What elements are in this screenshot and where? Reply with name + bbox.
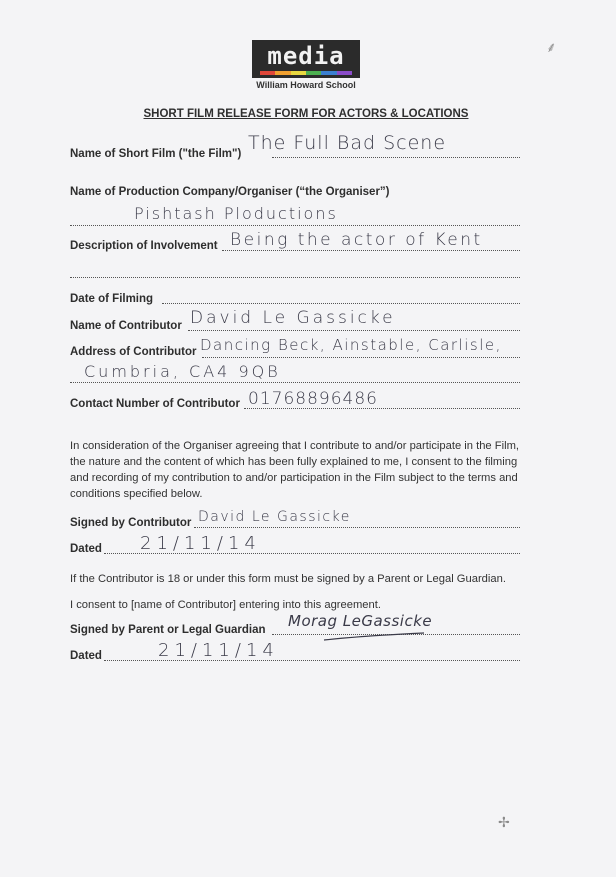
scan-mark: ⸙ — [546, 39, 557, 55]
company-value[interactable]: Pishtash Ploductions — [134, 204, 338, 223]
dated-value[interactable]: 21/11/14 — [140, 533, 261, 554]
logo-text: media — [267, 42, 345, 70]
logo-color-stripe — [260, 71, 352, 75]
involvement-line-2 — [70, 277, 520, 278]
company-label: Name of Production Company/Organiser (“the Organiser”) — [70, 186, 390, 198]
consent-text-line: and recording of my contribution to and/or participation in the Film subject to the terms and — [70, 472, 518, 484]
form-title: SHORT FILM RELEASE FORM FOR ACTORS & LOCATIONS — [143, 108, 469, 120]
company-line — [70, 225, 520, 226]
filming-date-label: Date of Filming — [70, 293, 154, 305]
address-line-2 — [70, 382, 520, 383]
address-value-line2[interactable]: Cumbria, CA4 9QB — [84, 362, 281, 381]
filming-date-line — [162, 303, 520, 304]
stripe-segment — [306, 71, 321, 75]
contributor-value[interactable]: David Le Gassicke — [190, 308, 396, 328]
stripe-segment — [337, 71, 352, 75]
stripe-segment — [260, 71, 275, 75]
guardian-note: If the Contributor is 18 or under this form must be signed by a Parent or Legal Guardian. — [70, 573, 506, 585]
address-label: Address of Contributor — [70, 346, 197, 358]
dated2-value[interactable]: 21/11/14 — [158, 640, 279, 661]
guardian-signature-value[interactable]: Morag LeGassicke — [288, 612, 433, 630]
contributor-line — [188, 330, 520, 331]
film-name-line — [272, 157, 520, 158]
scan-mark: ✢ — [498, 814, 510, 830]
signature-flourish — [320, 630, 430, 644]
film-name-value[interactable]: The Full Bad Scene — [248, 132, 447, 154]
address-line — [202, 357, 520, 358]
consent-text-line: In consideration of the Organiser agreeing that I contribute to and/or participate in the Film, — [70, 440, 519, 452]
guardian-signature-label: Signed by Parent or Legal Guardian — [70, 624, 266, 636]
guardian-consent-line: I consent to [name of Contributor] entering into this agreement. — [70, 599, 381, 611]
involvement-label: Description of Involvement — [70, 240, 218, 252]
address-value-line1[interactable]: Dancing Beck, Ainstable, Carlisle, — [200, 336, 502, 354]
signed-contributor-label: Signed by Contributor — [70, 517, 192, 529]
dated2-label: Dated — [70, 650, 102, 662]
contact-label: Contact Number of Contributor — [70, 398, 240, 410]
stripe-segment — [321, 71, 336, 75]
consent-text-line: conditions specified below. — [70, 488, 203, 500]
contact-value[interactable]: 01768896486 — [248, 389, 378, 409]
school-name: William Howard School — [256, 80, 356, 90]
signed-contributor-value[interactable]: David Le Gassicke — [198, 509, 351, 525]
contributor-label: Name of Contributor — [70, 320, 182, 332]
dated-label: Dated — [70, 543, 102, 555]
stripe-segment — [275, 71, 290, 75]
consent-text-line: the nature and the content of which has been fully explained to me, I consent to the filming — [70, 456, 518, 468]
film-name-label: Name of Short Film ("the Film") — [70, 148, 242, 160]
stripe-segment — [291, 71, 306, 75]
involvement-value[interactable]: Being the actor of Kent — [230, 230, 483, 250]
media-logo — [252, 40, 360, 78]
signed-contributor-line — [194, 527, 520, 528]
involvement-line — [222, 250, 520, 251]
